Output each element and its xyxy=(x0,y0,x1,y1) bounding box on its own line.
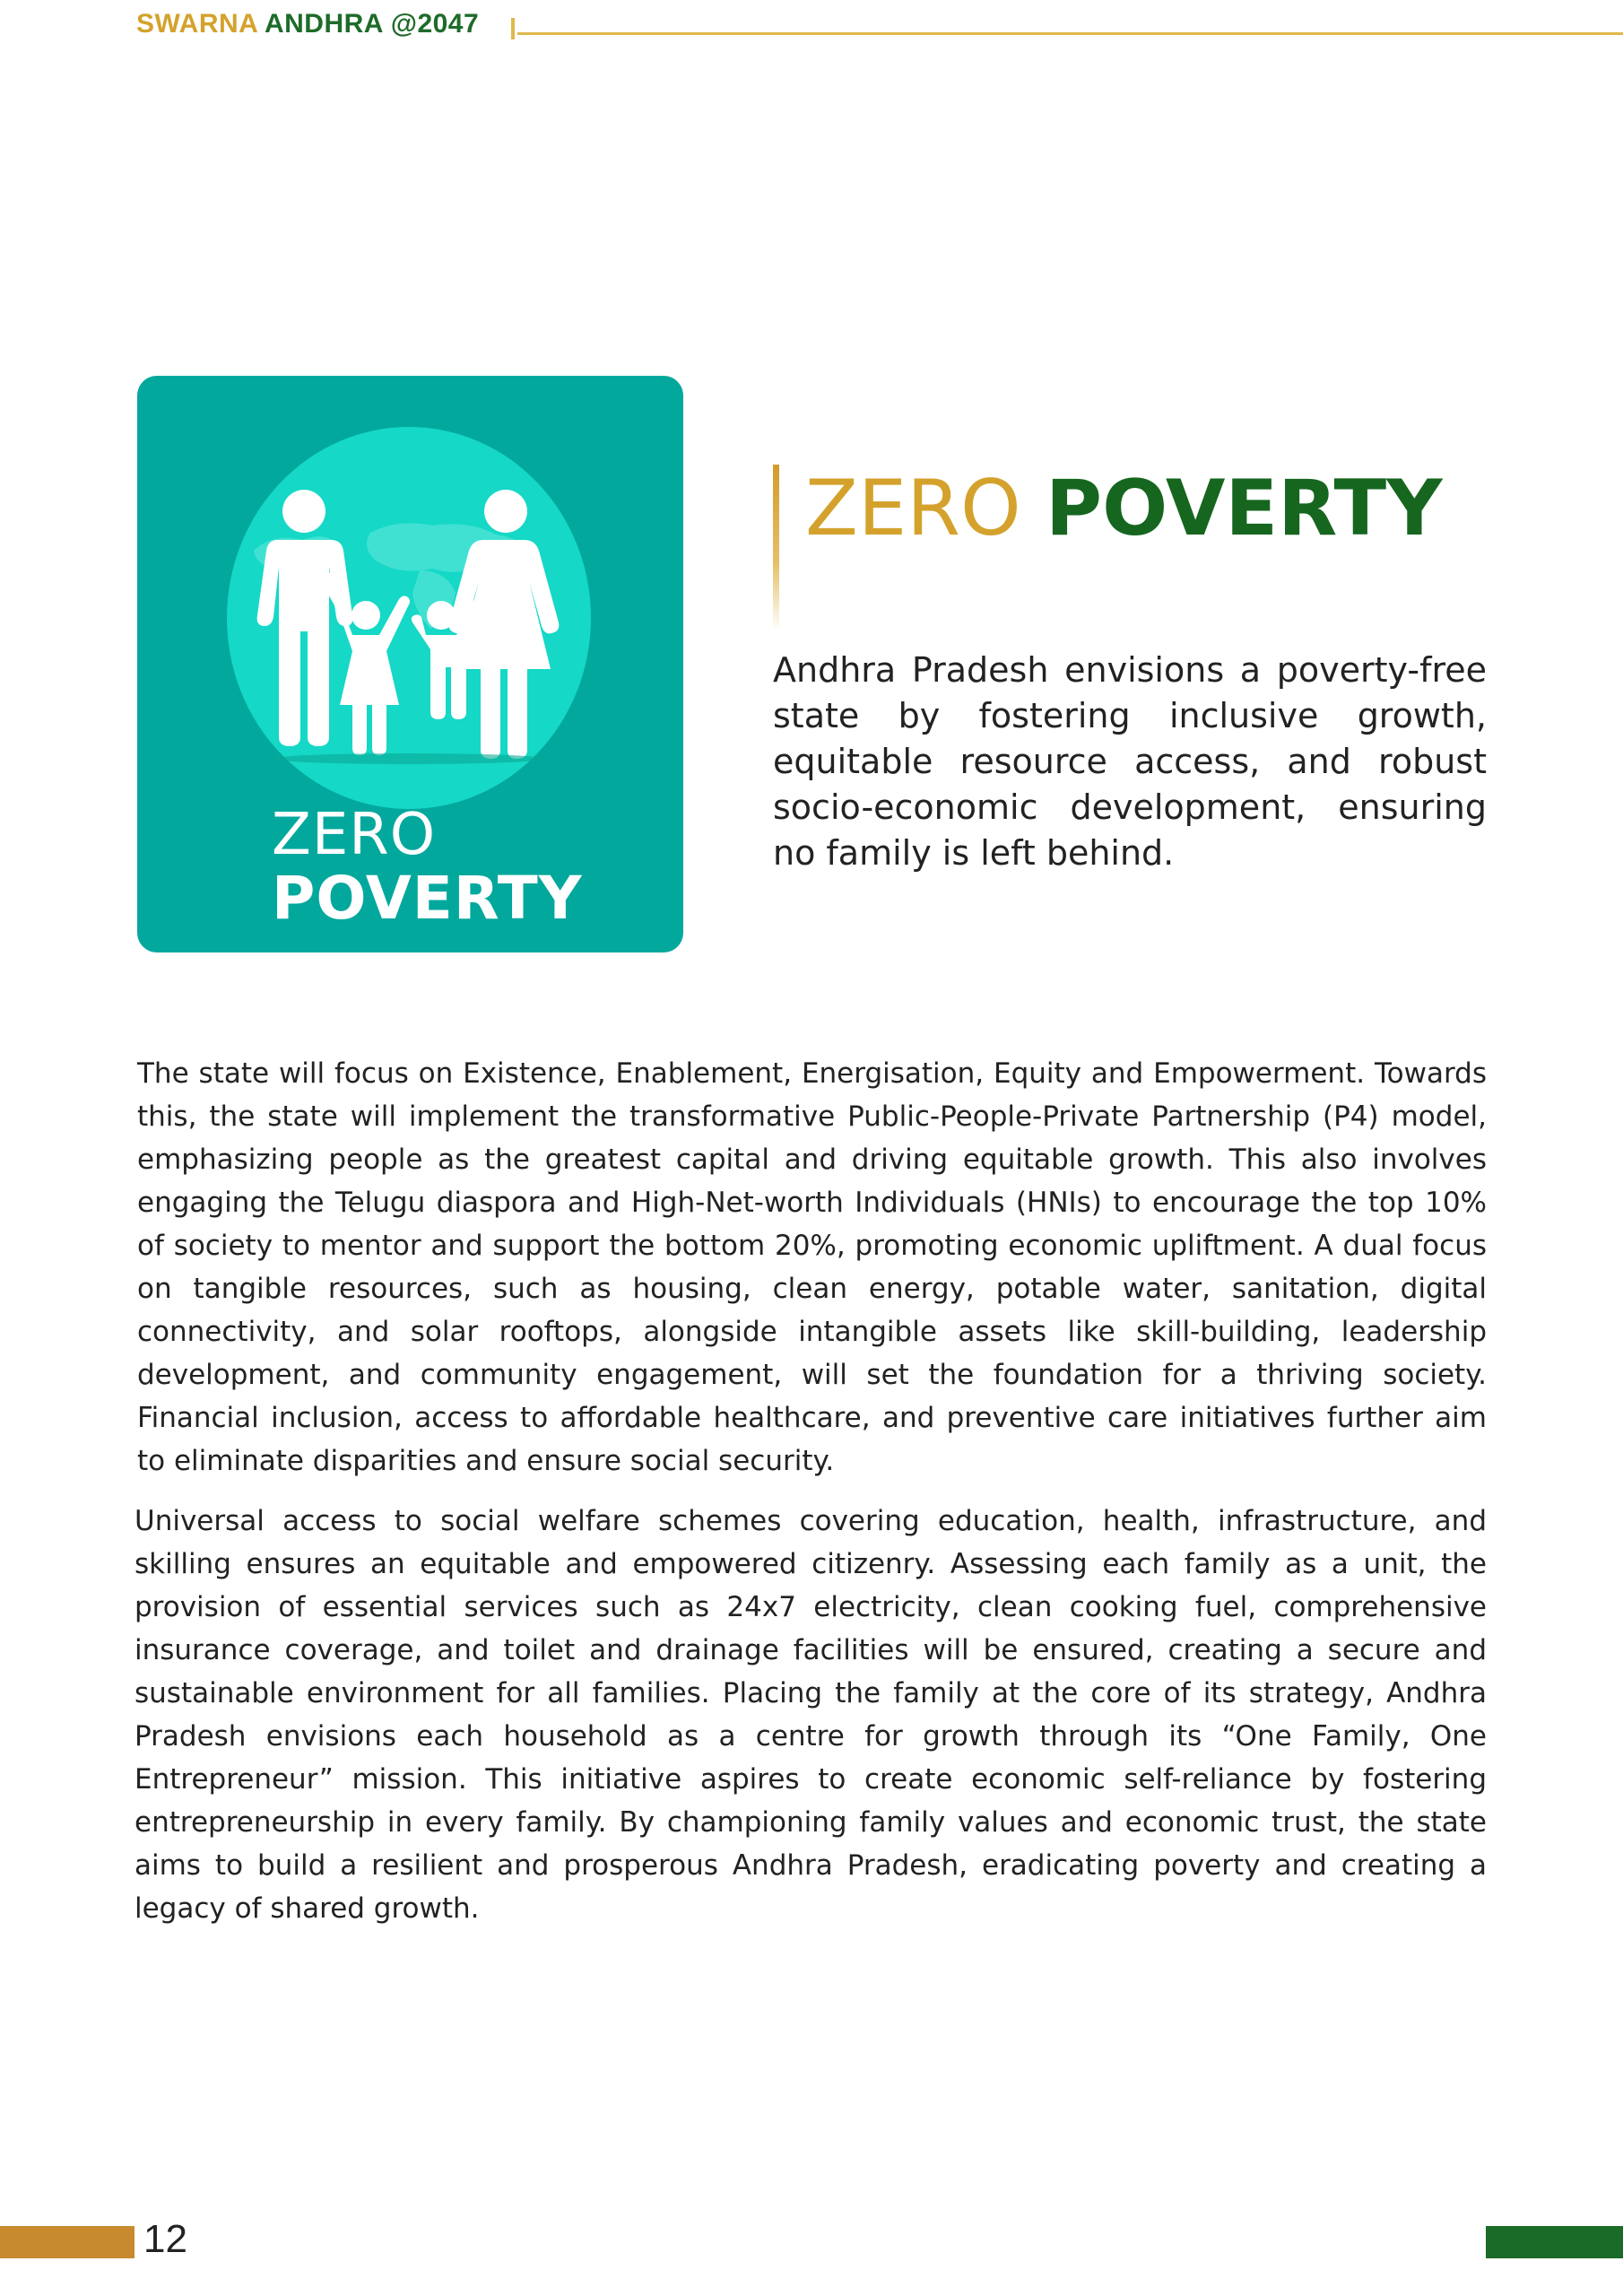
emblem-label xyxy=(272,802,583,933)
page-number: 12 xyxy=(143,2217,187,2261)
footer-bar-left xyxy=(0,2226,135,2258)
section-title-zero: ZERO xyxy=(805,464,1021,553)
header-word-andhra: ANDHRA xyxy=(264,9,383,39)
header-word-swarna: SWARNA xyxy=(136,9,258,39)
section-title xyxy=(805,466,1442,552)
running-header xyxy=(136,9,1623,45)
emblem-label-zero: ZERO xyxy=(272,802,437,868)
emblem-label-poverty: POVERTY xyxy=(272,864,583,933)
section-intro: Andhra Pradesh envisions a poverty-free state by fostering inclusive growth, equitable resource access, and robust socio-economic development, ensuring no family is left behind. xyxy=(773,650,1487,873)
family-globe-icon xyxy=(227,427,591,809)
body-paragraph-2: Universal access to social welfare schemes covering education, health, infrastructure, and skilling ensures an equitable and empowered citizenry. Assessing each family as a unit, the provision of essential services such as 24x7 electricity, clean cooking fuel, comprehensive insurance coverage, and toilet and drainage facilities will be ensured, creating a secure and sustainable environment for all families. Placing the family at the core of its strategy, Andhra Pradesh envisions each household as a centre for growth through its “One Family, One Entrepreneur” mission. This initiative aspires to create economic self-reliance by fostering entrepreneurship in every family. By championing family values and economic trust, the state aims to build a resilient and prosperous Andhra Pradesh, eradicating poverty and creating a legacy of shared growth. xyxy=(135,1505,1487,1925)
header-divider-tick xyxy=(511,18,515,39)
header-word-year: @2047 xyxy=(390,9,480,39)
footer-bar-right xyxy=(1486,2226,1623,2258)
header-title xyxy=(136,9,479,39)
title-accent-bar xyxy=(773,465,779,631)
body-paragraph-1: The state will focus on Existence, Enablement, Energisation, Equity and Empowerment. Towards this, the state will implement the transformative Public-People-Private Partnership (P4) model, emphasizing people as the greatest capital and driving equitable growth. This also involves engaging the Telugu diaspora and High-Net-worth Individuals (HNIs) to encourage the top 10% of society to mentor and support the bottom 20%, promoting economic upliftment. A dual focus on tangible resources, such as housing, clean energy, potable water, sanitation, digital connectivity, and solar rooftops, alongside intangible assets like skill-building, leadership development, and community engagement, will set the foundation for a thriving society. Financial inclusion, access to affordable healthcare, and preventive care initiatives further aim to eliminate disparities and ensure social security. xyxy=(137,1057,1487,1477)
zero-poverty-emblem xyxy=(137,376,683,952)
header-rule xyxy=(517,32,1623,35)
section-title-poverty: POVERTY xyxy=(1046,464,1443,553)
